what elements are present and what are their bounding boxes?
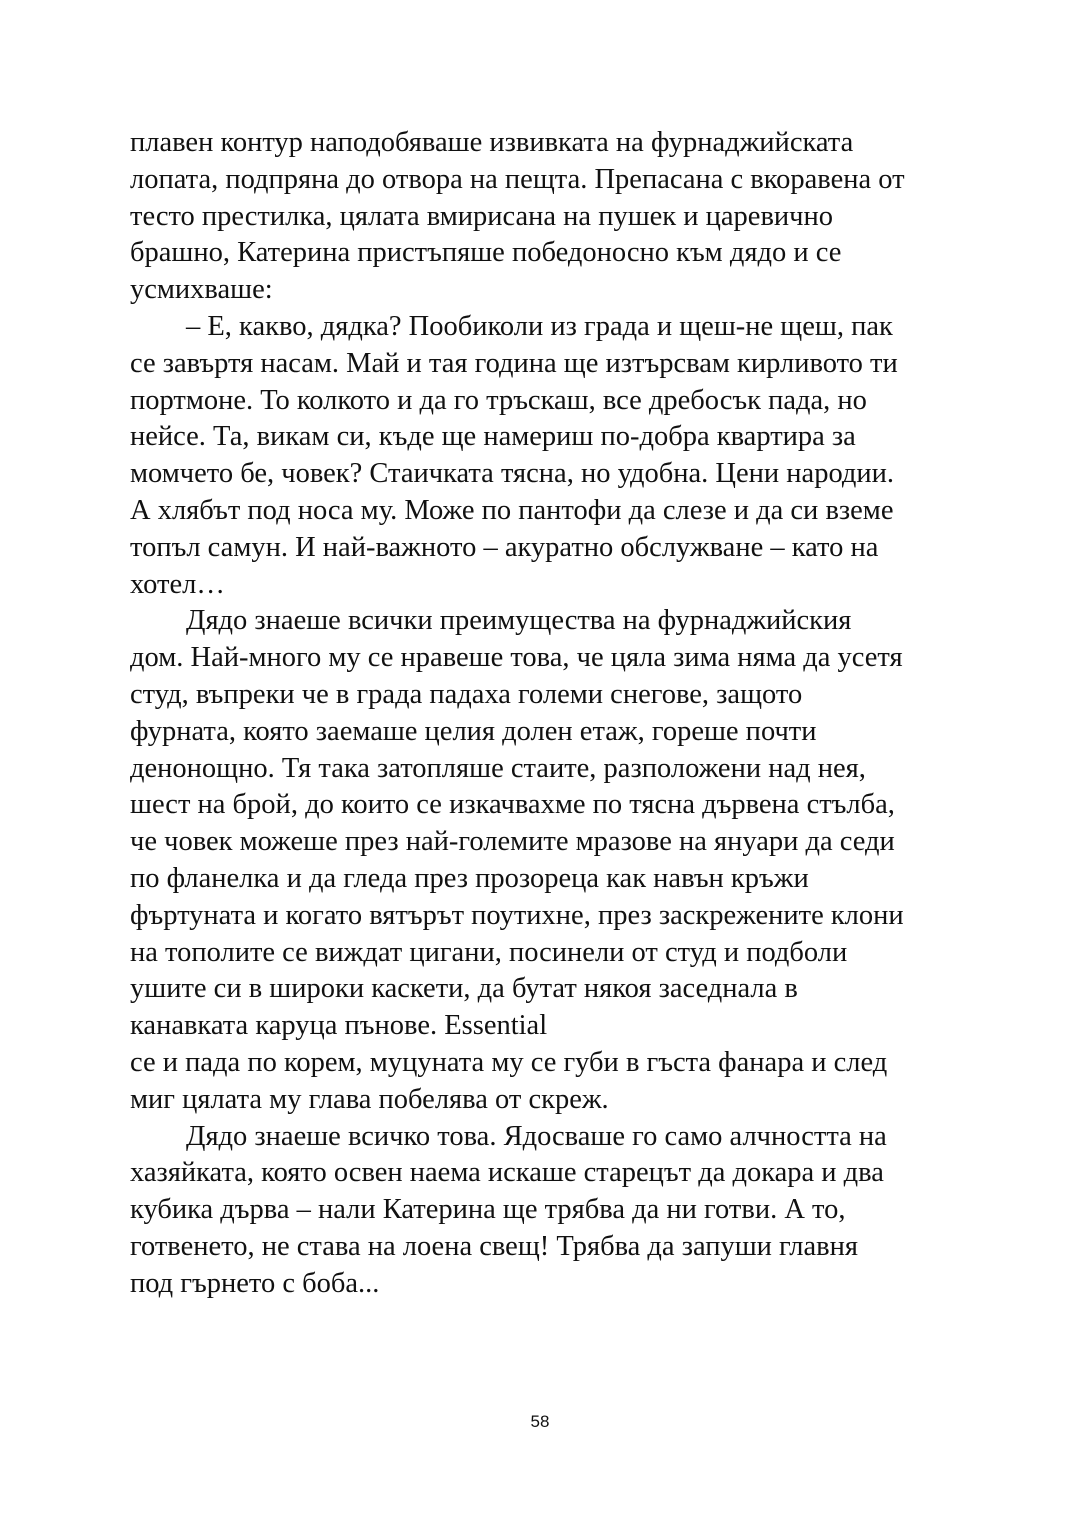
text-line: миг цялата му глава побелява от скреж. (130, 1083, 609, 1115)
text-line: кубика дърва – нали Катерина ще трябва да ни готви. А то, (130, 1194, 846, 1226)
text-line: шест на брой, до които се изкачвахме по тясна дървена стълба, (130, 789, 895, 821)
text-line: лопата, подпряна до отвора на пещта. Препасана с вкоравена от (130, 163, 905, 195)
text-line: хотел… (130, 568, 225, 600)
text-line: усмихваше: (130, 274, 273, 306)
text-line: фъртуната и когато вятърът поутихне, през заскрежените клони (130, 899, 904, 931)
paragraph-start-line: – Е, какво, дядка? Пообиколи из града и щеш-не щеш, пак (186, 310, 893, 342)
text-line: студ, въпреки че в града падаха големи снегове, защото (130, 678, 803, 710)
text-line: хазяйката, която освен наема искаше старецът да докара и два (130, 1157, 884, 1189)
text-line: че човек можеше през най-големите мразове на януари да седи (130, 826, 895, 858)
text-line: готвенето, не става на лоена свещ! Трябва да запуши главня (130, 1230, 858, 1262)
text-line: канавката каруца пънове. Essential (130, 1010, 548, 1042)
text-line: плавен контур наподобяваше извивката на фурнаджийската (130, 127, 854, 158)
text-line: по фланелка и да гледа през прозореца как навън кръжи (130, 862, 809, 894)
text-line: се завъртя насам. Май и тая година ще изтърсвам кирливото ти (130, 347, 898, 379)
text-line: тесто престилка, цялата вмирисана на пушек и царевично (130, 200, 833, 232)
paragraph-start-line: Дядо знаеше всички преимущества на фурнаджийския (186, 605, 852, 637)
text-line: фурната, която заемаше целия долен етаж, гореше почти (130, 715, 817, 747)
paragraph-start-line: Дядо знаеше всичко това. Ядосваше го само алчността на (186, 1120, 887, 1152)
text-line: топъл самун. И най-важното – акуратно обслужване – като на (130, 531, 879, 563)
page-number: 58 (530, 1412, 550, 1431)
text-line: А хлябът под носа му. Може по пантофи да слезе и да си вземе (130, 494, 894, 526)
text-line: под гърнето с боба... (130, 1267, 380, 1299)
text-line: нейсе. Та, викам си, къде ще намериш по-добра квартира за (130, 421, 856, 453)
text-line: на тополите се виждат цигани, посинели от студ и подболи (130, 936, 848, 968)
text-line: денонощно. Тя така затопляше стаите, разположени над нея, (130, 752, 866, 784)
text-line: се и пада по корем, муцуната му се губи в гъста фанара и след (130, 1046, 888, 1078)
text-line: портмоне. То колкото и да го тръскаш, все дребосък пада, но (130, 384, 867, 416)
text-line: ушите си в широки каскети, да бутат някоя заседнала в (130, 973, 798, 1005)
text-line: брашно, Катерина пристъпяше победоносно към дядо и се (130, 237, 842, 269)
body-text (130, 125, 950, 1303)
text-line: момчето бе, човек? Стаичката тясна, но удобна. Цени народии. (130, 458, 895, 490)
text-line: дом. Най-много му се нравеше това, че цяла зима няма да усетя (130, 642, 903, 674)
